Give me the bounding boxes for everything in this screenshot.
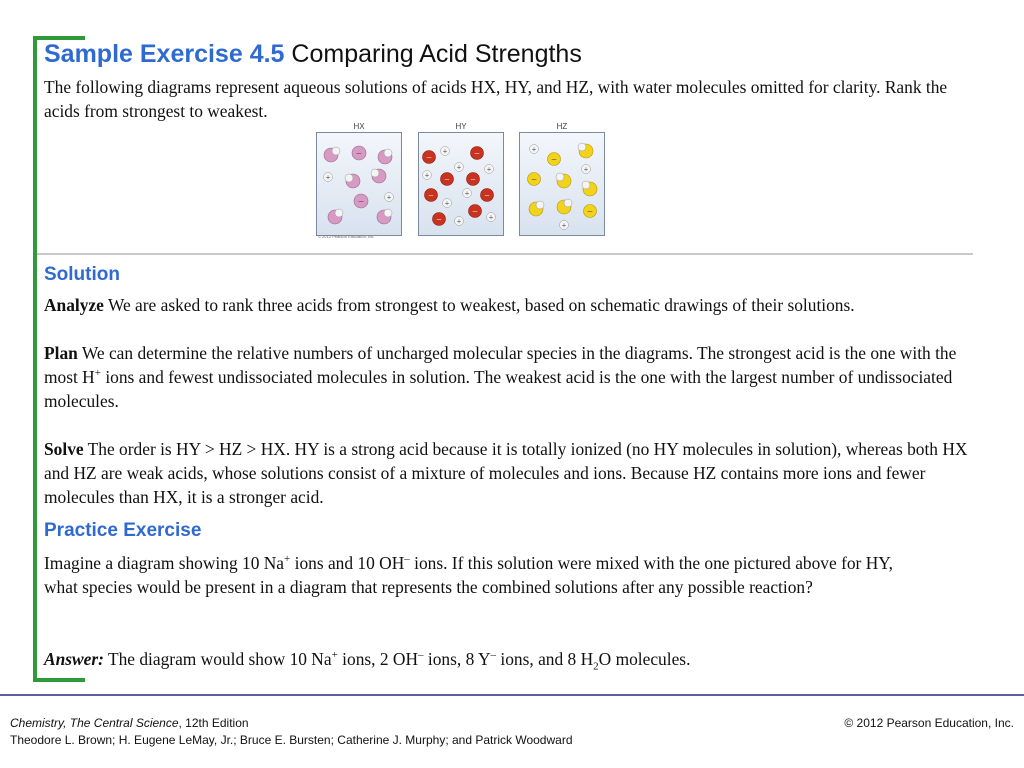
footer-rule: [0, 694, 1024, 696]
answer-sup-2: –: [418, 649, 424, 662]
beaker-hz: [519, 122, 605, 236]
svg-text:+: +: [325, 173, 331, 182]
analyze-text: We are asked to rank three acids from strongest to weakest, based on schematic drawings of their solutions.: [107, 295, 855, 315]
cation-h: [455, 163, 464, 173]
beaker-label-hx: HX: [353, 122, 365, 131]
plan-text-b: ions and fewest undissociated molecules in solution. The weakest acid is the one with the largest number of undissociated molecules.: [44, 367, 953, 411]
answer-text-b: ions, 2 OH: [342, 649, 419, 669]
diagram-credit: © 2012 Pearson Education, Inc.: [318, 234, 375, 239]
answer-text-e: O molecules.: [598, 649, 691, 669]
cation-h: [485, 165, 494, 175]
anion-z: [548, 153, 561, 166]
cation-h: [455, 217, 464, 227]
svg-text:+: +: [486, 165, 492, 174]
solution-heading: Solution: [44, 264, 120, 285]
answer-text-c: ions, 8 Y: [427, 649, 491, 669]
molecule-hx: [328, 209, 343, 224]
molecule-hx: [377, 209, 392, 224]
cation-h: [560, 221, 569, 231]
anion-y: [469, 205, 482, 218]
svg-text:+: +: [444, 199, 450, 208]
svg-text:–: –: [551, 154, 557, 164]
slide-title: [44, 40, 582, 69]
molecule-hx: [378, 149, 392, 164]
solve-paragraph: [44, 437, 984, 509]
intro-text: The following diagrams represent aqueous solutions of acids HX, HY, and HZ, with water molecules omitted for clarity. Rank the acids from strongest to weakest.: [44, 77, 948, 121]
title-main: Comparing Acid Strengths: [291, 40, 582, 68]
svg-text:+: +: [456, 163, 462, 172]
beaker-label-hy: HY: [455, 122, 467, 131]
frame-accent-left: [33, 36, 37, 682]
footer-edition: , 12th Edition: [178, 716, 249, 730]
anion-y: [467, 173, 480, 186]
molecule-hz: [582, 181, 597, 196]
anion-y: [423, 151, 436, 164]
cation-h: [443, 199, 452, 209]
svg-text:–: –: [436, 214, 442, 224]
svg-text:–: –: [474, 148, 480, 158]
cation-h: [441, 147, 450, 157]
practice-question: [44, 551, 924, 599]
analyze-label: Analyze: [44, 295, 104, 315]
section-divider: [37, 253, 973, 255]
hy-ions-svg: [419, 133, 503, 235]
title-prefix: Sample Exercise 4.5: [44, 40, 285, 68]
footer-book-title: Chemistry, The Central Science: [10, 716, 179, 730]
molecule-hz: [556, 173, 571, 188]
molecule-hz: [529, 201, 544, 216]
svg-text:+: +: [456, 217, 462, 226]
svg-text:–: –: [426, 152, 432, 162]
plan-sup: +: [94, 367, 101, 380]
svg-text:+: +: [561, 221, 567, 230]
molecule-hx: [371, 169, 386, 183]
frame-accent-bottom: [33, 678, 85, 682]
anion-z: [584, 205, 597, 218]
beaker-label-hz: HZ: [556, 122, 568, 131]
answer-sub: 2: [593, 660, 599, 673]
anion-y: [425, 189, 438, 202]
analyze-paragraph: [44, 293, 984, 317]
cation-h: [324, 173, 333, 183]
molecule-hx: [324, 147, 340, 162]
hz-molecules-svg: [520, 133, 604, 235]
hx-molecules-svg: [317, 133, 401, 235]
svg-text:+: +: [386, 193, 392, 202]
svg-text:+: +: [531, 145, 537, 154]
beaker-hx: [316, 122, 402, 236]
question-text-c: ions. If this solution were mixed with the one pictured above for HY, what species would be present in a diagram that represents the combined solutions after any possible reaction?: [44, 553, 893, 597]
cation-h: [530, 145, 539, 155]
molecule-hx: [345, 174, 360, 188]
svg-text:–: –: [531, 174, 537, 184]
anion-x: [354, 194, 368, 208]
cation-h: [423, 171, 432, 181]
svg-text:–: –: [358, 196, 364, 206]
svg-text:–: –: [428, 190, 434, 200]
answer-label: Answer:: [44, 649, 104, 669]
answer-sup-3: –: [490, 649, 497, 662]
plan-paragraph: [44, 341, 984, 413]
solve-text: The order is HY > HZ > HX. HY is a strong acid because it is totally ionized (no HY molecules in solution), whereas both HX and HZ are weak acids, whose solutions consist of a mixture of molecules and ions. Because HZ contains more ions and fewer molecules than HX, it is a stronger acid.: [44, 439, 968, 507]
answer-text-d: ions, and 8 H: [500, 649, 594, 669]
anion-x: [352, 146, 366, 160]
svg-text:+: +: [442, 147, 448, 156]
anion-z: [528, 173, 541, 186]
beaker-hy: [418, 122, 504, 236]
answer-sup-1: +: [331, 649, 338, 662]
footer-copyright: © 2012 Pearson Education, Inc.: [844, 716, 1014, 730]
plan-label: Plan: [44, 343, 78, 363]
question-text-a: Imagine a diagram showing 10 Na: [44, 553, 285, 573]
molecule-hz: [578, 143, 593, 158]
anion-y: [433, 213, 446, 226]
answer-paragraph: [44, 647, 984, 671]
svg-text:–: –: [356, 148, 362, 158]
svg-text:–: –: [587, 206, 593, 216]
question-sup-2: –: [404, 553, 410, 566]
footer-book: [10, 716, 249, 730]
svg-text:+: +: [464, 189, 470, 198]
cation-h: [487, 213, 496, 223]
anion-y: [471, 147, 484, 160]
solve-label: Solve: [44, 439, 84, 459]
svg-text:–: –: [472, 206, 478, 216]
footer-authors: Theodore L. Brown; H. Eugene LeMay, Jr.; Bruce E. Bursten; Catherine J. Murphy; and Patrick Woodward: [10, 733, 573, 747]
question-sup-1: +: [284, 553, 291, 566]
svg-text:+: +: [488, 213, 494, 222]
practice-heading: Practice Exercise: [44, 520, 202, 541]
svg-text:+: +: [583, 165, 589, 174]
svg-text:–: –: [484, 190, 490, 200]
anion-y: [441, 173, 454, 186]
cation-h: [463, 189, 472, 199]
svg-text:–: –: [470, 174, 476, 184]
svg-text:–: –: [444, 174, 450, 184]
plan-text-a: We can determine the relative numbers of uncharged molecular species in the diagrams. The strongest acid is the one with the most H: [44, 343, 957, 387]
question-text-b: ions and 10 OH: [294, 553, 405, 573]
cation-h: [582, 165, 591, 175]
cation-h: [385, 193, 394, 203]
answer-text-a: The diagram would show 10 Na: [107, 649, 332, 669]
anion-y: [481, 189, 494, 202]
acid-diagrams: [316, 122, 606, 242]
svg-text:+: +: [424, 171, 430, 180]
molecule-hz: [557, 199, 572, 214]
